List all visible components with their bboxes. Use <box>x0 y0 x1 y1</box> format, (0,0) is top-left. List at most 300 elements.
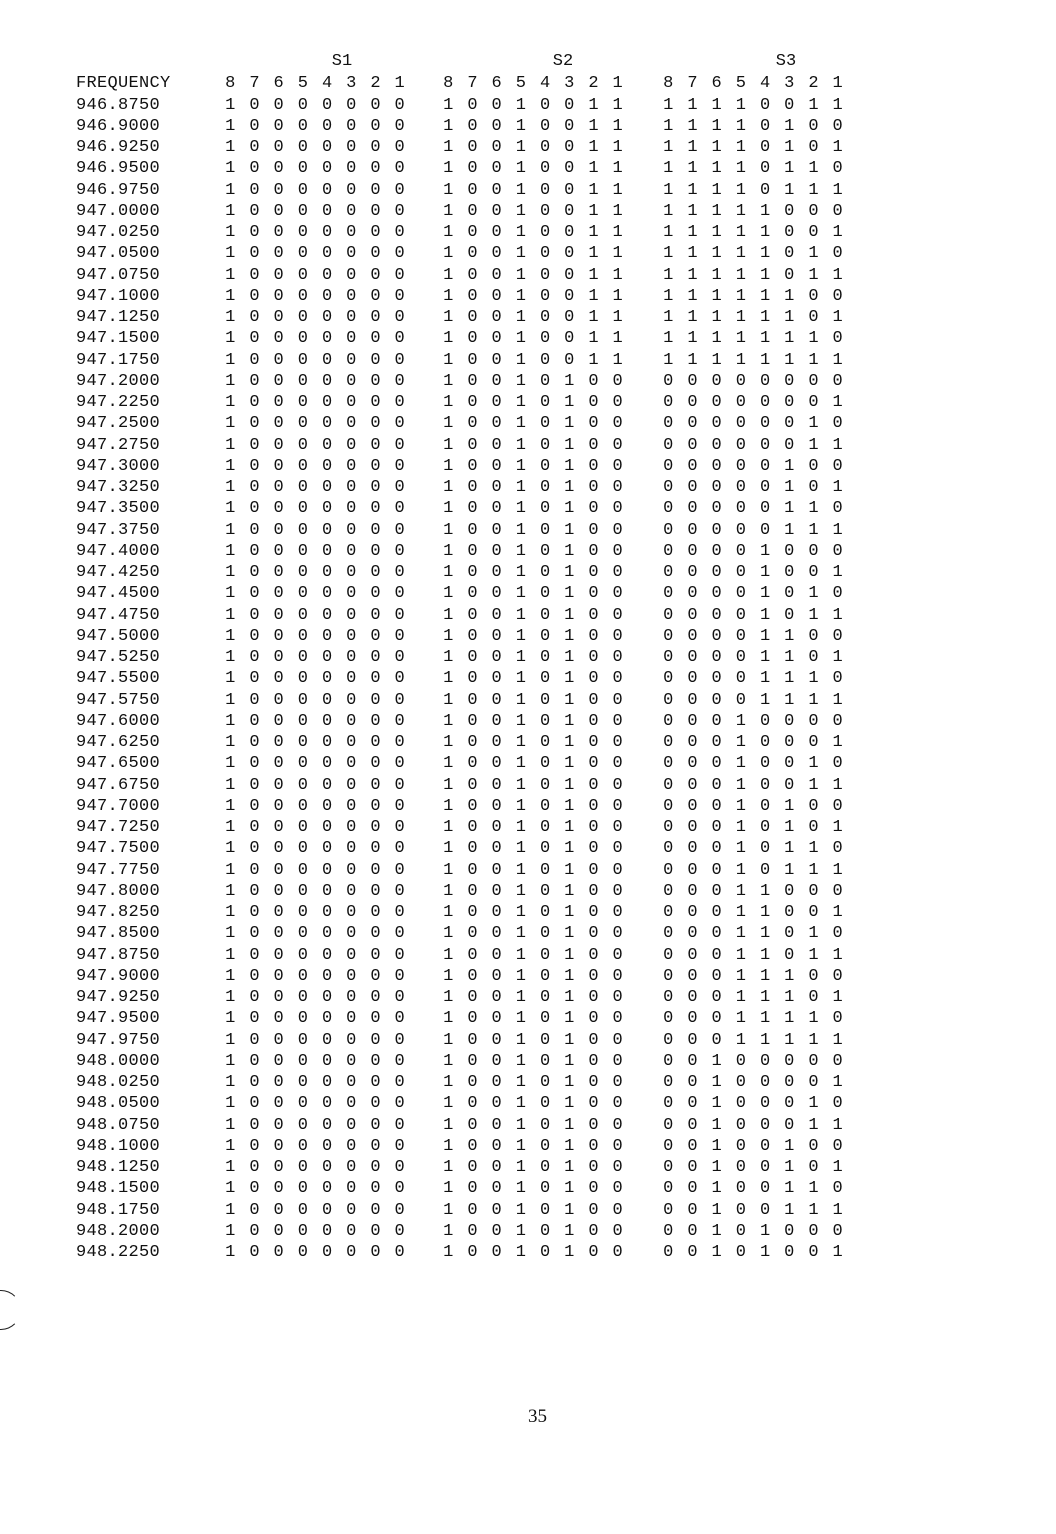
bit-value: 1 <box>784 669 795 689</box>
bit-value: 0 <box>394 903 405 922</box>
bit-value: 0 <box>539 669 551 689</box>
bit-value: 0 <box>467 626 478 646</box>
bit-value: 0 <box>346 180 357 200</box>
bit-value: 0 <box>273 1243 284 1262</box>
bit-value: 0 <box>491 754 502 774</box>
bit-value: 0 <box>297 244 308 264</box>
bit-value: 0 <box>321 138 333 157</box>
table-header-row <box>0 73 1056 94</box>
bit-value: 0 <box>711 393 722 412</box>
bit-value: 0 <box>687 1200 698 1220</box>
bit-value: 1 <box>443 711 454 731</box>
bit-value: 1 <box>808 244 819 264</box>
bit-value: 0 <box>370 371 381 391</box>
bit-value: 0 <box>491 881 502 901</box>
bit-value: 1 <box>735 201 746 221</box>
bit-value: 0 <box>612 796 623 816</box>
bit-value: 0 <box>687 1136 698 1156</box>
frequency-cell: 948.0500 <box>76 1094 161 1114</box>
frequency-cell: 946.9750 <box>76 180 161 200</box>
frequency-cell: 947.0500 <box>76 244 161 264</box>
bit-value: 1 <box>784 159 795 179</box>
bit-value: 0 <box>832 286 843 306</box>
bit-value: 0 <box>321 1051 333 1071</box>
bit-value: 1 <box>564 945 575 965</box>
bit-value: 1 <box>225 584 236 604</box>
bit-value: 1 <box>735 308 746 327</box>
bit-value: 0 <box>539 860 551 880</box>
bit-value: 0 <box>588 499 599 519</box>
bit-value: 0 <box>759 711 771 731</box>
table-row <box>0 413 1056 434</box>
bit-value: 1 <box>808 669 819 689</box>
bit-value: 0 <box>370 818 381 837</box>
bit-value: 1 <box>443 754 454 774</box>
bit-value: 0 <box>297 414 308 434</box>
bit-value: 0 <box>394 1009 405 1029</box>
bit-value: 0 <box>321 478 333 497</box>
bit-value: 0 <box>588 796 599 816</box>
bit-value: 1 <box>225 541 236 561</box>
bit-value: 0 <box>249 180 260 200</box>
bit-value: 0 <box>321 860 333 880</box>
bit-value: 1 <box>832 860 843 880</box>
bit-value: 0 <box>759 520 771 540</box>
bit-value: 0 <box>588 393 599 412</box>
bit-value: 0 <box>784 945 795 965</box>
bit-value: 0 <box>588 1179 599 1199</box>
bit-value: 0 <box>832 456 843 476</box>
bit-value: 0 <box>612 499 623 519</box>
bit-value: 1 <box>515 371 526 391</box>
bit-value: 0 <box>467 881 478 901</box>
bit-value: 0 <box>467 1009 478 1029</box>
bit-value: 0 <box>808 1136 819 1156</box>
bit-value: 0 <box>808 371 819 391</box>
frequency-cell: 947.6250 <box>76 733 161 752</box>
frequency-cell: 948.0750 <box>76 1115 161 1135</box>
bit-value: 0 <box>297 733 308 752</box>
bit-value: 1 <box>808 754 819 774</box>
bit-value: 1 <box>225 1030 236 1050</box>
bit-value: 0 <box>539 478 551 497</box>
bit-value: 1 <box>225 1243 236 1262</box>
bit-value: 0 <box>370 541 381 561</box>
bit-value: 0 <box>370 711 381 731</box>
bit-value: 0 <box>588 1158 599 1177</box>
bit-value: 0 <box>249 159 260 179</box>
bit-value: 0 <box>394 499 405 519</box>
bit-value: 0 <box>394 690 405 710</box>
bit-value: 0 <box>467 223 478 242</box>
bit-value: 0 <box>687 414 698 434</box>
bit-value: 1 <box>515 669 526 689</box>
bit-value: 0 <box>832 244 843 264</box>
bit-value: 0 <box>346 775 357 795</box>
bit-value: 0 <box>249 138 260 157</box>
bit-value: 1 <box>711 159 722 179</box>
bit-value: 1 <box>443 1136 454 1156</box>
bit-value: 1 <box>832 478 843 497</box>
bit-value: 0 <box>711 1030 722 1050</box>
bit-value: 0 <box>273 1221 284 1241</box>
bit-value: 1 <box>443 690 454 710</box>
bit-value: 0 <box>663 563 674 582</box>
bit-value: 1 <box>784 690 795 710</box>
bit-value: 0 <box>491 244 502 264</box>
bit-value: 0 <box>394 563 405 582</box>
bit-value: 0 <box>687 1221 698 1241</box>
bit-header-s2-6: 6 <box>491 74 502 93</box>
bit-value: 1 <box>808 520 819 540</box>
bit-value: 0 <box>297 1200 308 1220</box>
bit-value: 0 <box>346 478 357 497</box>
bit-value: 1 <box>687 180 698 200</box>
bit-value: 1 <box>808 159 819 179</box>
bit-value: 0 <box>467 414 478 434</box>
bit-value: 1 <box>515 775 526 795</box>
bit-value: 0 <box>370 478 381 497</box>
bit-value: 0 <box>784 754 795 774</box>
bit-value: 0 <box>249 1158 260 1177</box>
bit-value: 0 <box>467 1200 478 1220</box>
bit-value: 0 <box>663 818 674 837</box>
bit-value: 0 <box>297 1051 308 1071</box>
bit-value: 1 <box>711 308 722 327</box>
frequency-cell: 947.5000 <box>76 626 161 646</box>
bit-value: 1 <box>711 1115 722 1135</box>
bit-value: 1 <box>663 95 674 115</box>
bit-value: 0 <box>297 1115 308 1135</box>
bit-value: 0 <box>564 286 575 306</box>
bit-value: 1 <box>832 138 843 157</box>
bit-value: 0 <box>711 733 722 752</box>
bit-value: 1 <box>759 201 771 221</box>
bit-value: 0 <box>249 435 260 455</box>
bit-value: 1 <box>784 116 795 136</box>
bit-value: 0 <box>759 138 771 157</box>
bit-value: 1 <box>808 414 819 434</box>
bit-value: 0 <box>394 754 405 774</box>
frequency-cell: 947.4750 <box>76 605 161 625</box>
bit-value: 1 <box>225 1073 236 1092</box>
bit-value: 0 <box>759 818 771 837</box>
bit-value: 0 <box>370 903 381 922</box>
bit-value: 0 <box>394 1136 405 1156</box>
bit-value: 0 <box>663 1179 674 1199</box>
bit-value: 0 <box>249 1136 260 1156</box>
bit-value: 0 <box>612 1158 623 1177</box>
bit-value: 1 <box>564 1115 575 1135</box>
frequency-cell: 947.7750 <box>76 860 161 880</box>
frequency-cell: 947.2250 <box>76 393 161 412</box>
bit-value: 0 <box>687 796 698 816</box>
bit-value: 0 <box>491 1009 502 1029</box>
bit-value: 0 <box>297 520 308 540</box>
bit-value: 1 <box>784 1136 795 1156</box>
bit-value: 0 <box>346 1179 357 1199</box>
bit-value: 0 <box>273 966 284 986</box>
bit-value: 0 <box>346 690 357 710</box>
bit-value: 0 <box>346 860 357 880</box>
bit-value: 0 <box>687 839 698 859</box>
bit-value: 1 <box>711 244 722 264</box>
bit-value: 1 <box>711 116 722 136</box>
bit-value: 0 <box>663 541 674 561</box>
bit-value: 0 <box>321 775 333 795</box>
bit-value: 0 <box>735 626 746 646</box>
bit-value: 0 <box>297 711 308 731</box>
bit-value: 0 <box>588 1221 599 1241</box>
bit-value: 0 <box>539 1073 551 1092</box>
bit-value: 0 <box>491 1030 502 1050</box>
bit-value: 0 <box>273 584 284 604</box>
bit-value: 1 <box>225 1136 236 1156</box>
bit-header-s1-4: 4 <box>321 74 333 93</box>
bit-value: 0 <box>273 775 284 795</box>
bit-value: 1 <box>784 138 795 157</box>
bit-value: 0 <box>588 839 599 859</box>
bit-value: 0 <box>832 626 843 646</box>
bit-value: 0 <box>808 201 819 221</box>
bit-value: 1 <box>564 966 575 986</box>
bit-value: 1 <box>443 265 454 285</box>
bit-value: 0 <box>273 1073 284 1092</box>
bit-value: 1 <box>225 1094 236 1114</box>
frequency-cell: 947.4250 <box>76 563 161 582</box>
group-label-s3: S3 <box>775 52 797 71</box>
bit-value: 0 <box>297 605 308 625</box>
frequency-cell: 947.9250 <box>76 988 161 1007</box>
bit-value: 0 <box>273 711 284 731</box>
bit-value: 1 <box>784 1009 795 1029</box>
bit-value: 0 <box>249 648 260 667</box>
bit-value: 0 <box>663 924 674 944</box>
bit-value: 0 <box>273 350 284 370</box>
bit-value: 0 <box>588 541 599 561</box>
bit-value: 1 <box>663 265 674 285</box>
bit-value: 0 <box>687 371 698 391</box>
bit-value: 0 <box>711 711 722 731</box>
bit-value: 0 <box>346 648 357 667</box>
bit-value: 0 <box>784 371 795 391</box>
frequency-cell: 948.1750 <box>76 1200 161 1220</box>
bit-value: 1 <box>711 265 722 285</box>
bit-value: 0 <box>249 1030 260 1050</box>
bit-value: 1 <box>225 966 236 986</box>
bit-value: 0 <box>711 903 722 922</box>
bit-value: 1 <box>711 1158 722 1177</box>
bit-value: 0 <box>663 626 674 646</box>
table-row <box>0 817 1056 838</box>
table-row <box>0 1178 1056 1199</box>
bit-value: 0 <box>711 499 722 519</box>
bit-value: 1 <box>663 244 674 264</box>
bit-value: 0 <box>370 1094 381 1114</box>
table-row <box>0 562 1056 583</box>
bit-value: 0 <box>687 541 698 561</box>
bit-value: 0 <box>759 159 771 179</box>
bit-value: 1 <box>564 988 575 1007</box>
bit-value: 0 <box>491 966 502 986</box>
bit-value: 1 <box>759 648 771 667</box>
bit-value: 0 <box>321 1115 333 1135</box>
bit-value: 0 <box>249 945 260 965</box>
bit-value: 0 <box>346 754 357 774</box>
bit-value: 1 <box>443 223 454 242</box>
bit-value: 1 <box>759 605 771 625</box>
bit-value: 0 <box>321 393 333 412</box>
bit-value: 1 <box>663 159 674 179</box>
bit-value: 1 <box>225 796 236 816</box>
bit-value: 0 <box>273 414 284 434</box>
bit-value: 0 <box>491 1051 502 1071</box>
bit-value: 0 <box>808 818 819 837</box>
bit-value: 0 <box>249 308 260 327</box>
bit-value: 0 <box>321 1136 333 1156</box>
bit-value: 1 <box>515 520 526 540</box>
bit-value: 0 <box>711 541 722 561</box>
bit-value: 1 <box>443 435 454 455</box>
bit-value: 0 <box>346 329 357 349</box>
bit-value: 1 <box>808 775 819 795</box>
bit-value: 0 <box>370 860 381 880</box>
bit-value: 0 <box>759 775 771 795</box>
table-row <box>0 1200 1056 1221</box>
bit-value: 0 <box>467 478 478 497</box>
bit-value: 0 <box>346 520 357 540</box>
bit-value: 1 <box>225 988 236 1007</box>
bit-value: 0 <box>321 605 333 625</box>
bit-header-s2-7: 7 <box>467 74 478 93</box>
bit-value: 0 <box>612 754 623 774</box>
frequency-cell: 947.2000 <box>76 371 161 391</box>
bit-value: 0 <box>612 945 623 965</box>
bit-value: 0 <box>297 563 308 582</box>
bit-value: 1 <box>612 223 623 242</box>
bit-value: 0 <box>321 945 333 965</box>
bit-value: 1 <box>612 350 623 370</box>
bit-value: 1 <box>784 966 795 986</box>
bit-value: 0 <box>273 138 284 157</box>
bit-header-s3-6: 6 <box>711 74 722 93</box>
bit-value: 0 <box>467 924 478 944</box>
bit-value: 0 <box>735 690 746 710</box>
bit-value: 1 <box>663 138 674 157</box>
bit-value: 0 <box>467 818 478 837</box>
bit-value: 0 <box>612 414 623 434</box>
bit-value: 1 <box>759 329 771 349</box>
bit-value: 0 <box>564 308 575 327</box>
bit-value: 0 <box>808 541 819 561</box>
table-row <box>0 520 1056 541</box>
bit-value: 0 <box>663 605 674 625</box>
bit-value: 0 <box>467 775 478 795</box>
bit-value: 1 <box>832 520 843 540</box>
bit-value: 0 <box>784 711 795 731</box>
bit-value: 0 <box>370 393 381 412</box>
bit-value: 0 <box>273 988 284 1007</box>
bit-value: 0 <box>273 839 284 859</box>
bit-value: 0 <box>394 265 405 285</box>
bit-value: 1 <box>443 669 454 689</box>
bit-value: 0 <box>612 1243 623 1262</box>
bit-value: 0 <box>491 733 502 752</box>
bit-value: 0 <box>491 95 502 115</box>
bit-value: 0 <box>273 1051 284 1071</box>
bit-value: 1 <box>443 775 454 795</box>
bit-value: 0 <box>663 903 674 922</box>
bit-value: 0 <box>588 414 599 434</box>
bit-value: 1 <box>832 818 843 837</box>
bit-value: 0 <box>297 541 308 561</box>
bit-value: 0 <box>297 329 308 349</box>
bit-value: 0 <box>273 626 284 646</box>
bit-value: 0 <box>467 945 478 965</box>
bit-value: 0 <box>735 541 746 561</box>
bit-value: 1 <box>443 1179 454 1199</box>
bit-value: 1 <box>711 1136 722 1156</box>
bit-value: 1 <box>663 308 674 327</box>
table-row <box>0 371 1056 392</box>
bit-value: 1 <box>784 329 795 349</box>
bit-value: 0 <box>808 1073 819 1092</box>
bit-value: 0 <box>808 903 819 922</box>
bit-value: 0 <box>321 1030 333 1050</box>
table-row <box>0 180 1056 201</box>
bit-value: 0 <box>808 456 819 476</box>
bit-value: 0 <box>663 881 674 901</box>
bit-value: 0 <box>687 754 698 774</box>
bit-value: 1 <box>564 1200 575 1220</box>
bit-value: 0 <box>711 456 722 476</box>
bit-value: 0 <box>808 1221 819 1241</box>
bit-value: 0 <box>588 1115 599 1135</box>
bit-value: 1 <box>515 754 526 774</box>
bit-value: 1 <box>759 903 771 922</box>
bit-value: 1 <box>515 839 526 859</box>
table-row <box>0 881 1056 902</box>
bit-value: 0 <box>588 371 599 391</box>
frequency-cell: 947.7000 <box>76 796 161 816</box>
bit-value: 0 <box>588 1200 599 1220</box>
bit-value: 0 <box>249 669 260 689</box>
bit-value: 0 <box>711 669 722 689</box>
bit-value: 1 <box>443 138 454 157</box>
bit-value: 0 <box>346 966 357 986</box>
bit-value: 0 <box>370 1200 381 1220</box>
bit-value: 0 <box>588 1243 599 1262</box>
bit-value: 0 <box>588 1094 599 1114</box>
bit-value: 1 <box>515 223 526 242</box>
table-row <box>0 775 1056 796</box>
bit-value: 1 <box>225 690 236 710</box>
bit-value: 1 <box>735 988 746 1007</box>
bit-value: 1 <box>808 1094 819 1114</box>
bit-value: 1 <box>443 520 454 540</box>
bit-value: 0 <box>297 903 308 922</box>
bit-value: 0 <box>564 350 575 370</box>
bit-value: 0 <box>588 1030 599 1050</box>
bit-value: 0 <box>539 563 551 582</box>
bit-value: 0 <box>346 1158 357 1177</box>
bit-value: 1 <box>784 180 795 200</box>
bit-value: 0 <box>759 733 771 752</box>
bit-value: 0 <box>784 775 795 795</box>
bit-value: 1 <box>808 945 819 965</box>
bit-value: 1 <box>564 733 575 752</box>
bit-value: 1 <box>832 308 843 327</box>
